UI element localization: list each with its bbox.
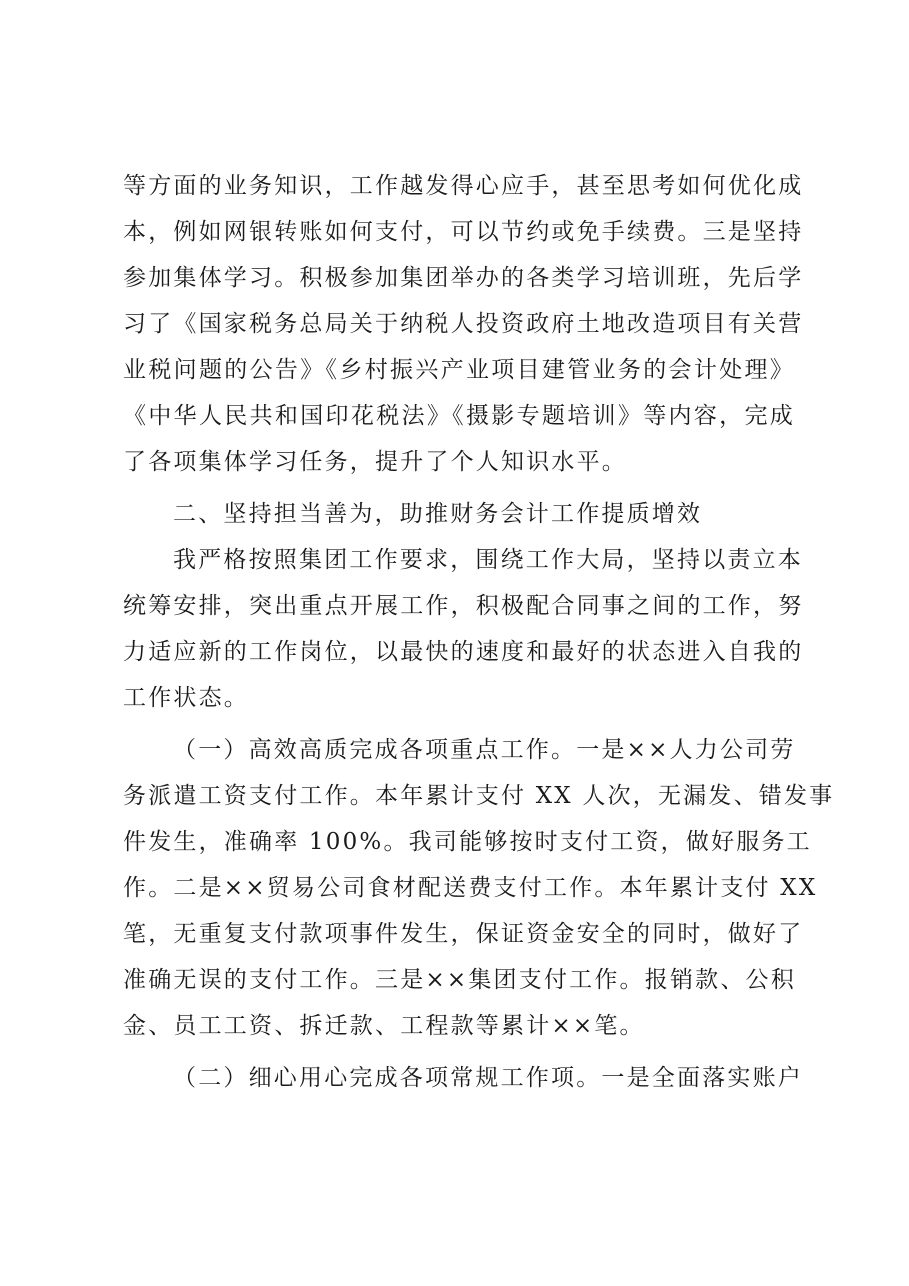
paragraph-routine-work	[123, 1055, 803, 1101]
section-heading	[123, 491, 795, 537]
paragraph-key-work	[123, 727, 835, 1049]
text-line: 统筹安排，突出重点开展工作，积极配合同事之间的工作，努	[123, 593, 804, 619]
text-line: 《中华人民共和国印花税法》《摄影专题培训》等内容，完成	[123, 403, 795, 429]
text-line: 参加集体学习。积极参加集团举办的各类学习培训班，先后学	[123, 265, 804, 291]
text-line: 等方面的业务知识，工作越发得心应手，甚至思考如何优化成	[123, 173, 804, 199]
text-line: （二）细心用心完成各项常规工作项。一是全面落实账户	[173, 1065, 803, 1091]
heading-line: 二、坚持担当善为，助推财务会计工作提质增效	[173, 501, 703, 527]
text-line: 力适应新的工作岗位，以最快的速度和最好的状态进入自我的	[123, 639, 804, 665]
paragraph-intro	[123, 537, 804, 721]
text-line: 业税问题的公告》《乡村振兴产业项目建管业务的会计处理》	[123, 357, 795, 383]
text-line: 准确无误的支付工作。三是××集团支付工作。报销款、公积	[123, 967, 796, 993]
text-line: 作。二是××贸易公司食材配送费支付工作。本年累计支付 XX	[123, 875, 818, 901]
text-line: 务派遣工资支付工作。本年累计支付 XX 人次，无漏发、错发事	[123, 783, 835, 809]
text-line: 笔，无重复支付款项事件发生，保证资金安全的同时，做好了	[123, 921, 804, 947]
text-line: 件发生，准确率 100%。我司能够按时支付工资，做好服务工	[123, 829, 812, 855]
text-line: 习了《国家税务总局关于纳税人投资政府土地改造项目有关营	[123, 311, 804, 337]
text-line: 金、员工工资、拆迁款、工程款等累计××笔。	[123, 1013, 645, 1039]
text-line: （一）高效高质完成各项重点工作。一是××人力公司劳	[173, 737, 796, 763]
text-line: 工作状态。	[123, 685, 249, 711]
text-line: 了各项集体学习任务，提升了个人知识水平。	[123, 449, 627, 475]
paragraph-study	[123, 163, 804, 485]
text-line: 我严格按照集团工作要求，围绕工作大局，坚持以责立本	[173, 547, 803, 573]
document-body	[123, 163, 835, 1101]
text-line: 本，例如网银转账如何支付，可以节约或免手续费。三是坚持	[123, 219, 804, 245]
